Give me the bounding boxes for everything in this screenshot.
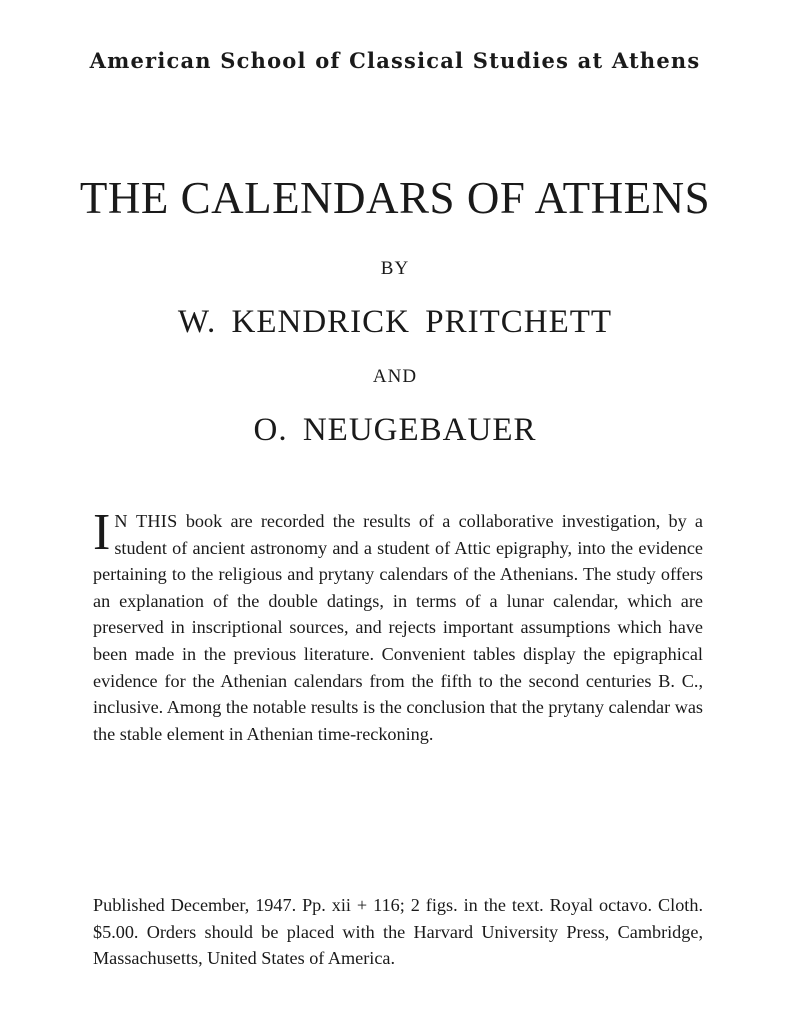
by-line: BY: [380, 258, 410, 279]
abstract-lead: N THIS: [114, 511, 178, 531]
publication-info: Published December, 1947. Pp. xii + 116; 2 figs. in the text. Royal octavo. Cloth. $5.00. Orders should be placed with the Harvard University Press, Cambridge, Massachusetts, United States of America.: [93, 895, 703, 969]
book-title: THE CALENDARS OF ATHENS: [79, 173, 711, 223]
author-neugebauer: O. NEUGEBAUER: [253, 412, 537, 448]
drop-cap: I: [93, 504, 111, 561]
abstract-paragraph: [93, 504, 703, 747]
author-pritchett: W. KENDRICK PRITCHETT: [177, 304, 613, 340]
and-line: AND: [372, 366, 418, 387]
abstract-text: book are recorded the results of a collaborative investigation, by a student of ancient astronomy and a student of Attic epigraphy, into the evidence pertaining to the religious and prytany calendars of the Athenians. The study offers an explanation of the double datings, in terms of a lunar calendar, which are preserved in inscriptional sources, and rejects important assumptions which have been made in the previous literature. Convenient tables display the epigraphical evidence for the Athenian calendars from the fifth to the second centuries B. C., inclusive. Among the notable results is the conclusion that the prytany calendar was the stable element in Athenian time-reckoning.: [93, 511, 703, 744]
series-header: American School of Classical Studies at Athens: [89, 48, 701, 73]
